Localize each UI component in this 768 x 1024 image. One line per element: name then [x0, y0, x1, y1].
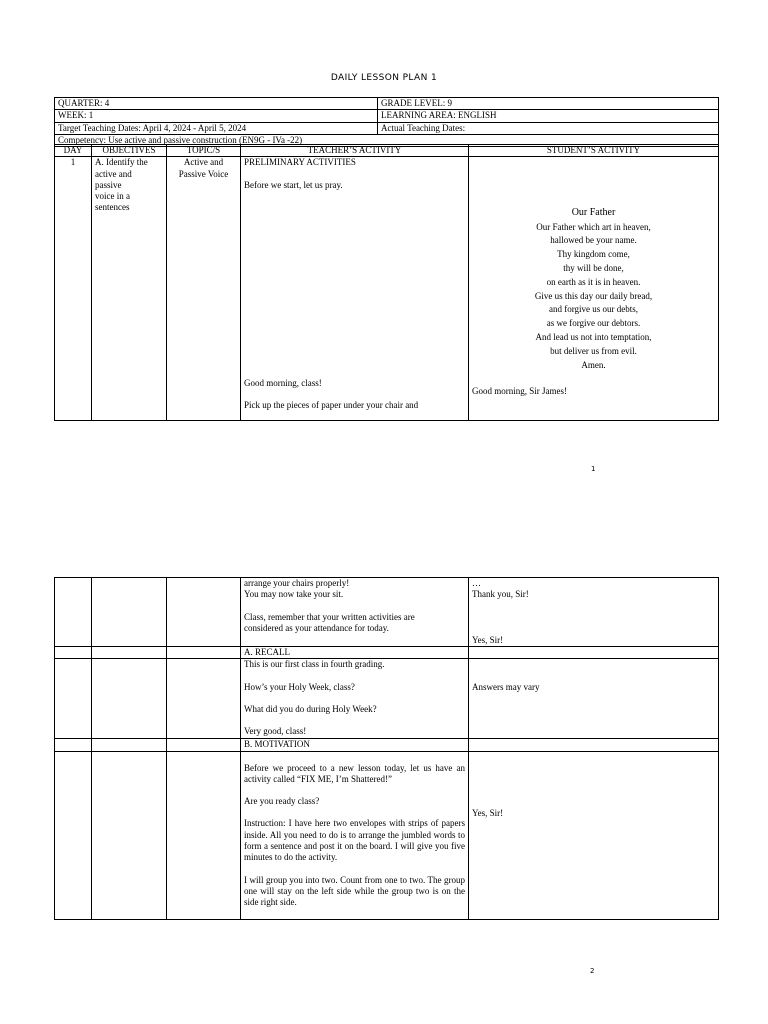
teacher-activity-cell	[241, 157, 469, 421]
col-student-activity: STUDENT’S ACTIVITY	[469, 145, 719, 157]
objective-line: voice in a	[95, 191, 130, 202]
recall-teacher-cell	[241, 659, 469, 739]
teacher-line: Class, remember that your written activities are	[244, 611, 415, 622]
lesson-activity-table	[54, 144, 719, 421]
motivation-answer: Yes, Sir!	[472, 807, 504, 818]
teacher-line: You may now take your sit.	[244, 589, 344, 600]
prayer-text	[472, 221, 715, 373]
recall-heading: A. RECALL	[241, 647, 469, 659]
actual-dates-cell: Actual Teaching Dates:	[378, 122, 719, 134]
topic-line: Active and	[183, 157, 224, 168]
page-number: 2	[590, 967, 595, 975]
motivation-intro: Before we proceed to a new lesson today, let us have an activity called “FIX ME, I’m Shattered!”	[244, 762, 465, 784]
teacher-line: considered as your attendance for today.	[244, 622, 389, 633]
teacher-line: arrange your chairs properly!	[244, 578, 350, 588]
recall-student-cell	[469, 659, 719, 739]
competency-cell: Competency: Use active and passive construction (EN9G - IVa -22)	[55, 134, 719, 146]
student-ellipsis: …	[472, 578, 481, 588]
day-cell	[55, 578, 92, 647]
grade-level-cell: GRADE LEVEL: 9	[378, 98, 719, 110]
objective-line: A. Identify the	[95, 157, 148, 168]
prayer-title: Our Father	[571, 207, 616, 219]
topic-line: Passive Voice	[178, 168, 229, 179]
prayer-line: Give us this day our daily bread,	[534, 290, 653, 301]
motivation-student-cell	[469, 751, 719, 919]
student-greeting: Good morning, Sir James!	[472, 386, 567, 397]
prayer-line: and forgive us our debts,	[548, 304, 639, 315]
day-number: 1	[55, 157, 92, 421]
objectives-cell	[92, 578, 167, 647]
recall-line: How’s your Holy Week, class?	[244, 681, 355, 692]
prayer-line: thy will be done,	[563, 262, 624, 273]
prayer-line: on earth as it is in heaven.	[546, 276, 641, 287]
col-objectives: OBJECTIVES	[92, 145, 167, 157]
prayer-line: Our Father which art in heaven,	[536, 221, 651, 232]
objective-line: passive	[95, 179, 122, 190]
objectives-cell	[92, 157, 167, 421]
objective-line: sentences	[95, 202, 130, 213]
target-dates-cell: Target Teaching Dates: April 4, 2024 - April 5, 2024	[55, 122, 378, 134]
motivation-instruction: Instruction: I have here two envelopes with strips of papers inside. All you need to do is to arrange the jumbled words to form a sentence and post it on the board. I will give you five minutes to do the activity.	[244, 818, 465, 863]
topics-cell	[167, 157, 241, 421]
prayer-line: hallowed be your name.	[550, 235, 637, 246]
document-title: DAILY LESSON PLAN 1	[330, 73, 438, 83]
teacher-activity-cell	[241, 578, 469, 647]
motivation-teacher-cell	[241, 751, 469, 919]
page-number: 1	[591, 465, 596, 473]
student-thanks: Thank you, Sir!	[472, 589, 529, 600]
student-yes: Yes, Sir!	[472, 634, 504, 645]
recall-answer: Answers may vary	[472, 682, 540, 693]
motivation-heading: B. MOTIVATION	[241, 739, 469, 751]
teacher-pray: Before we start, let us pray.	[244, 179, 343, 190]
col-teacher-activity: TEACHER’S ACTIVITY	[241, 145, 469, 157]
prayer-line: And lead us not into temptation,	[535, 331, 652, 342]
recall-line: This is our first class in fourth grading.	[244, 659, 385, 670]
col-topics: TOPIC/S	[167, 145, 241, 157]
week-cell: WEEK: 1	[55, 110, 378, 122]
motivation-ready: Are you ready class?	[244, 796, 320, 807]
quarter-cell: QUARTER: 4	[55, 98, 378, 110]
teacher-greeting: Good morning, class!	[244, 377, 322, 388]
teacher-instruction: Pick up the pieces of paper under your chair and	[244, 400, 419, 411]
objective-line: active and	[95, 168, 132, 179]
prayer-line: Thy kingdom come,	[557, 249, 630, 260]
learning-area-cell: LEARNING AREA: ENGLISH	[378, 110, 719, 122]
col-day: DAY	[55, 145, 92, 157]
recall-line: Very good, class!	[244, 726, 307, 737]
motivation-grouping: I will group you into two. Count from one to two. The group one will stay on the left side while the group two is on the side right side.	[244, 874, 465, 908]
topics-cell	[167, 578, 241, 647]
lesson-header-table	[54, 97, 719, 147]
prayer-line: as we forgive our debtors.	[546, 318, 641, 329]
recall-line: What did you do during Holy Week?	[244, 703, 377, 714]
prayer-line: but deliver us from evil.	[550, 345, 637, 356]
lesson-activity-table-continued	[54, 577, 719, 920]
student-activity-cell	[469, 578, 719, 647]
prayer-line: Amen.	[581, 359, 606, 370]
student-activity-cell	[469, 157, 719, 421]
preliminary-heading: PRELIMINARY ACTIVITIES	[244, 157, 356, 168]
